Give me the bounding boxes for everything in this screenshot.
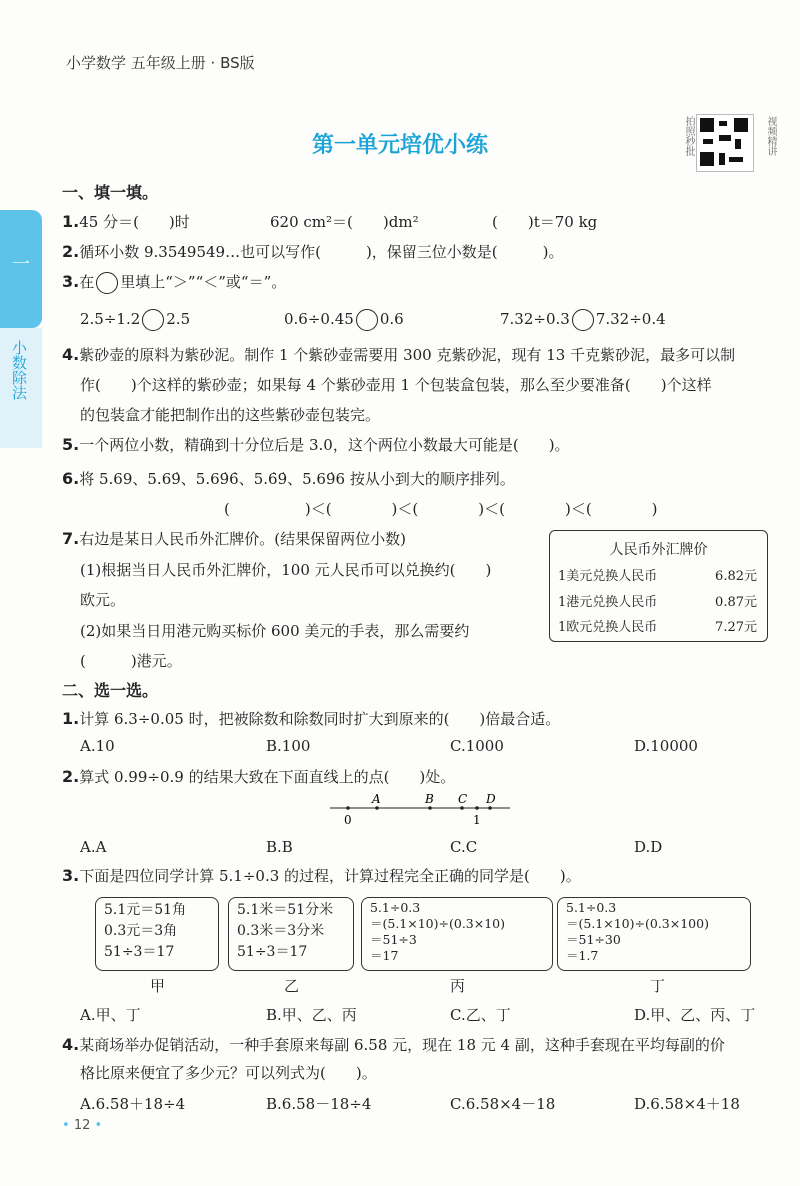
choice-q1-option-c[interactable]: C.1000 bbox=[450, 737, 504, 755]
point-label-a: A bbox=[372, 792, 381, 806]
q3-compare-3: 7.32÷0.3 7.32÷0.4 bbox=[500, 309, 666, 331]
qr-code-icon[interactable] bbox=[696, 114, 754, 172]
q4-fill-line2: 作( )个这样的紫砂壶；如果每 4 个紫砂壶用 1 个包装盒包装，那么至少要准备( )个这样 bbox=[80, 376, 712, 394]
choice-q2-option-d[interactable]: D.D bbox=[634, 838, 663, 856]
book-header: 小学数学 五年级上册 · BS版 bbox=[66, 54, 255, 72]
tick-label-0: 0 bbox=[344, 813, 352, 827]
exchange-rate-row: 1港元兑换人民币 0.87元 bbox=[558, 595, 757, 610]
choice-q4-option-c[interactable]: C.6.58×4－18 bbox=[450, 1095, 556, 1113]
compare-circle-icon bbox=[96, 272, 118, 294]
choice-q3-option-c[interactable]: C.乙、丁 bbox=[450, 1006, 511, 1024]
choice-q3-option-a[interactable]: A.甲、丁 bbox=[80, 1006, 141, 1024]
choice-q1: 1.计算 6.3÷0.05 时，把被除数和除数同时扩大到原来的( )倍最合适。 bbox=[62, 709, 561, 728]
choice-q1-option-a[interactable]: A.10 bbox=[80, 737, 115, 755]
q5-fill: 5.一个两位小数，精确到十分位后是 3.0，这个两位小数最大可能是( )。 bbox=[62, 435, 570, 454]
point-label-c: C bbox=[458, 792, 468, 806]
unit-side-label: 小数除法 bbox=[10, 340, 28, 400]
compare-circle-icon[interactable] bbox=[572, 309, 594, 331]
calc-box-yi: 5.1米＝51分米 0.3米＝3分米 51÷3＝17 bbox=[228, 897, 354, 971]
section-choice-heading: 二、选一选。 bbox=[62, 681, 159, 700]
q3-fill: 3.在 里填上“＞”“＜”或“＝”。 bbox=[62, 271, 286, 294]
calc-box-ding: 5.1÷0.3 ＝(5.1×10)÷(0.3×100) ＝51÷30 ＝1.7 bbox=[557, 897, 751, 971]
q6-order: ( )＜( )＜( )＜( )＜( ) bbox=[224, 500, 658, 518]
exchange-rate-row: 1欧元兑换人民币 7.27元 bbox=[558, 620, 757, 635]
point-label-b: B bbox=[425, 792, 434, 806]
choice-q4-option-d[interactable]: D.6.58×4＋18 bbox=[634, 1095, 740, 1113]
calc-box-name-jia: 甲 bbox=[150, 977, 166, 995]
q2-fill: 2.循环小数 9.3549549…也可以写作( )，保留三位小数是( )。 bbox=[62, 242, 564, 261]
unit-tab-number: 一 bbox=[12, 254, 30, 275]
q7-part2-b: ( )港元。 bbox=[80, 652, 182, 670]
tick-label-1: 1 bbox=[473, 813, 481, 827]
calc-box-jia: 5.1元＝51角 0.3元＝3角 51÷3＝17 bbox=[95, 897, 219, 971]
choice-q3-option-d[interactable]: D.甲、乙、丙、丁 bbox=[634, 1006, 756, 1024]
choice-q1-option-d[interactable]: D.10000 bbox=[634, 737, 698, 755]
calc-box-name-yi: 乙 bbox=[284, 977, 300, 995]
choice-q1-option-b[interactable]: B.100 bbox=[266, 737, 311, 755]
qr-block[interactable] bbox=[680, 114, 776, 170]
number-line bbox=[320, 790, 520, 830]
q1-fill-c: ( )t＝70 kg bbox=[492, 213, 598, 231]
choice-q4-option-a[interactable]: A.6.58＋18÷4 bbox=[80, 1095, 186, 1113]
q7-part2: (2)如果当日用港元购买标价 600 美元的手表，那么需要约 bbox=[80, 622, 470, 640]
calc-box-name-bing: 丙 bbox=[450, 977, 466, 995]
compare-circle-icon[interactable] bbox=[356, 309, 378, 331]
q1-fill: 1.45 分＝( )时 bbox=[62, 212, 190, 231]
compare-circle-icon[interactable] bbox=[142, 309, 164, 331]
choice-q3: 3.下面是四位同学计算 5.1÷0.3 的过程，计算过程完全正确的同学是( )。 bbox=[62, 866, 581, 885]
choice-q4-line2: 格比原来便宜了多少元？可以列式为( )。 bbox=[80, 1064, 377, 1082]
q3-compare-1: 2.5÷1.2 2.5 bbox=[80, 309, 190, 331]
q7-part1: (1)根据当日人民币外汇牌价，100 元人民币可以兑换约( ) bbox=[80, 561, 492, 579]
q7-fill: 7.右边是某日人民币外汇牌价。(结果保留两位小数) bbox=[62, 529, 406, 548]
choice-q4-option-b[interactable]: B.6.58－18÷4 bbox=[266, 1095, 372, 1113]
choice-q2-option-a[interactable]: A.A bbox=[80, 838, 107, 856]
exchange-rate-row: 1美元兑换人民币 6.82元 bbox=[558, 569, 757, 584]
qr-left-text: 拍照秒批 bbox=[683, 116, 694, 156]
q4-fill-line1: 4.紫砂壶的原料为紫砂泥。制作 1 个紫砂壶需要用 300 克紫砂泥，现有 13 千克紫砂泥，最多可以制 bbox=[62, 345, 736, 364]
q6-fill: 6.将 5.69、5.69̇、5.69̇6̇、5.6̇9̇、5.69̇6 按从小到大的顺序排列。 bbox=[62, 469, 515, 488]
choice-q2-option-c[interactable]: C.C bbox=[450, 838, 478, 856]
choice-q4-line1: 4.某商场举办促销活动，一种手套原来每副 6.58 元，现在 18 元 4 副，这种手套现在平均每副的价 bbox=[62, 1035, 725, 1054]
page-number: • 12 • bbox=[62, 1118, 103, 1133]
q3-compare-2: 0.6÷0.45 0.6 bbox=[284, 309, 404, 331]
qr-right-text: 视频精讲 bbox=[765, 116, 776, 156]
exchange-rate-table bbox=[549, 530, 768, 642]
page-title: 第一单元培优小练 bbox=[311, 133, 488, 158]
exchange-rate-title: 人民币外汇牌价 bbox=[609, 542, 708, 558]
q1-fill-b: 620 cm²＝( )dm² bbox=[270, 213, 419, 231]
section-fill-heading: 一、填一填。 bbox=[62, 183, 159, 202]
choice-q2: 2.算式 0.99÷0.9 的结果大致在下面直线上的点( )处。 bbox=[62, 767, 456, 786]
calc-box-name-ding: 丁 bbox=[650, 977, 666, 995]
q4-fill-line3: 的包装盒才能把制作出的这些紫砂壶包装完。 bbox=[80, 406, 381, 424]
choice-q2-option-b[interactable]: B.B bbox=[266, 838, 293, 856]
calc-box-bing: 5.1÷0.3 ＝(5.1×10)÷(0.3×10) ＝51÷3 ＝17 bbox=[361, 897, 553, 971]
q7-part1-b: 欧元。 bbox=[80, 591, 126, 609]
choice-q3-option-b[interactable]: B.甲、乙、丙 bbox=[266, 1006, 357, 1024]
point-label-d: D bbox=[486, 792, 496, 806]
